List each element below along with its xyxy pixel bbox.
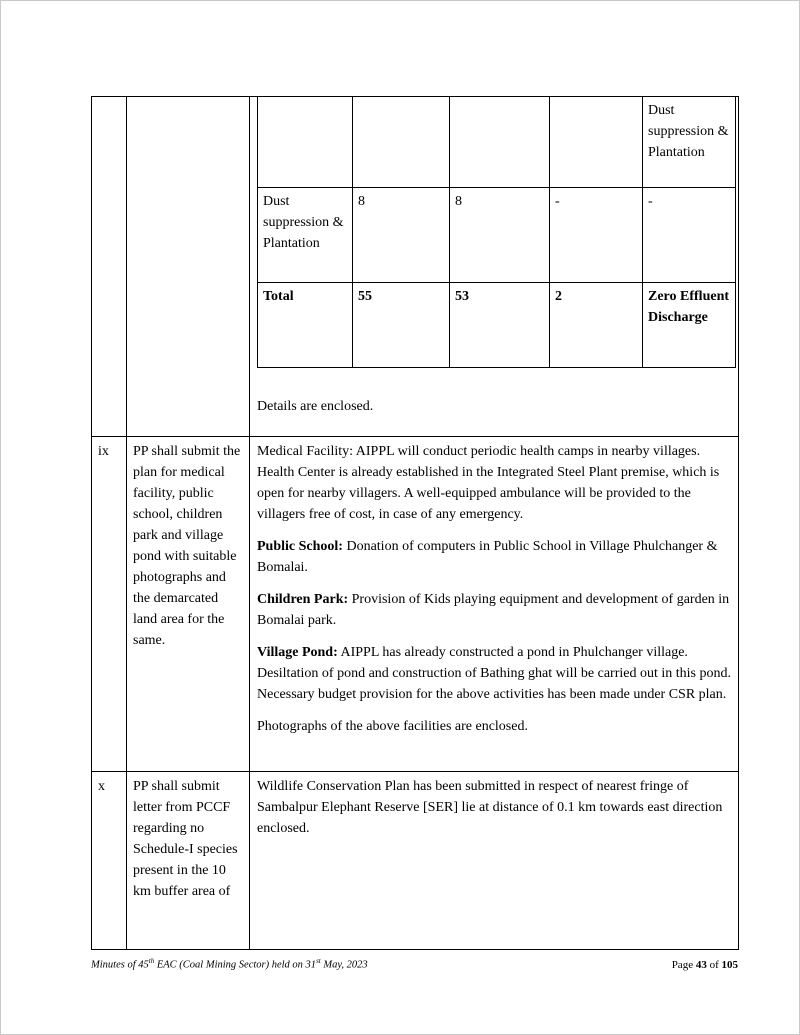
condition-cell: PP shall submit the plan for medical facility, public school, children park and village pond with suitable photographs and the demarcated land area for the same.: [127, 437, 250, 772]
footer-doc-title: [91, 957, 368, 971]
page-footer: [91, 957, 738, 971]
footer-title-text: May, 2023: [320, 959, 368, 971]
conditions-table-wrapper: [91, 96, 739, 950]
summary-cell: 8: [450, 187, 550, 282]
details-cell: [250, 97, 739, 437]
paragraph-public-school: [257, 536, 731, 578]
summary-total-cell: 55: [353, 282, 450, 367]
details-cell: [250, 437, 739, 772]
summary-cell: -: [643, 187, 736, 282]
conditions-table: [91, 96, 739, 950]
summary-cell: [450, 97, 550, 187]
details-cell: [250, 772, 739, 950]
paragraph-lead: Village Pond:: [257, 645, 338, 660]
paragraph-village-pond: [257, 642, 731, 705]
summary-cell: Dust suppression & Plantation: [258, 187, 353, 282]
summary-cell: Dust suppression & Plantation: [643, 97, 736, 187]
page-total: 105: [721, 958, 738, 971]
paragraph-text: Donation of computers in Public School in Village Phulchanger & Bomalai.: [257, 539, 718, 575]
paragraph-text: AIPPL has already constructed a pond in Phulchanger village. Desiltation of pond and construction of Bathing ghat will be carried out in this pond. Necessary budget provision for the above activities has been made under CSR plan.: [257, 645, 731, 702]
paragraph-lead: Public School:: [257, 539, 343, 554]
paragraph-photographs: Photographs of the above facilities are enclosed.: [257, 719, 528, 734]
table-row-x: [92, 772, 739, 950]
summary-total-cell: 2: [550, 282, 643, 367]
summary-row-partial: [258, 97, 736, 187]
page-word: Page: [671, 958, 696, 971]
paragraph-lead: Children Park:: [257, 592, 349, 607]
summary-cell: [258, 97, 353, 187]
details-note: Details are enclosed.: [257, 398, 374, 414]
footer-title-text: Minutes of 45: [91, 959, 149, 971]
of-word: of: [706, 958, 722, 971]
summary-row-total: [258, 282, 736, 367]
summary-table: [257, 97, 736, 368]
paragraph-text: Provision of Kids playing equipment and development of garden in Bomalai park.: [257, 592, 730, 628]
summary-total-cell: Total: [258, 282, 353, 367]
row-number-cell: x: [92, 772, 127, 950]
summary-total-cell: Zero Effluent Discharge: [643, 282, 736, 367]
footer-title-text: EAC (Coal Mining Sector) held on 31: [154, 959, 317, 971]
summary-cell: [550, 97, 643, 187]
summary-total-cell: 53: [450, 282, 550, 367]
summary-cell: [353, 97, 450, 187]
paragraph-children-park: [257, 589, 731, 631]
summary-row-dust-suppression: [258, 187, 736, 282]
paragraph-medical-facility: Medical Facility: AIPPL will conduct periodic health camps in nearby villages. Health Center is already established in the Integrated Steel Plant premise, which is open for nearby villagers. A well-equipped ambulance will be provided to the villagers free of cost, in case of any emergency.: [257, 444, 720, 522]
row-number-cell: [92, 97, 127, 437]
summary-cell: -: [550, 187, 643, 282]
table-row-ix: [92, 437, 739, 772]
table-row-continued: [92, 97, 739, 437]
page-current: 43: [695, 958, 707, 971]
footer-ordinal: th: [148, 957, 155, 965]
paragraph-wildlife-plan: Wildlife Conservation Plan has been submitted in respect of nearest fringe of Sambalpur Elephant Reserve [SER] lie at distance of 0.1 km towards east direction enclosed.: [257, 779, 723, 836]
footer-page-number: [672, 959, 738, 971]
condition-cell: PP shall submit letter from PCCF regarding no Schedule-I species present in the 10 km buffer area of: [127, 772, 250, 950]
row-number-cell: ix: [92, 437, 127, 772]
condition-cell: [127, 97, 250, 437]
summary-cell: 8: [353, 187, 450, 282]
footer-ordinal: st: [316, 957, 321, 965]
